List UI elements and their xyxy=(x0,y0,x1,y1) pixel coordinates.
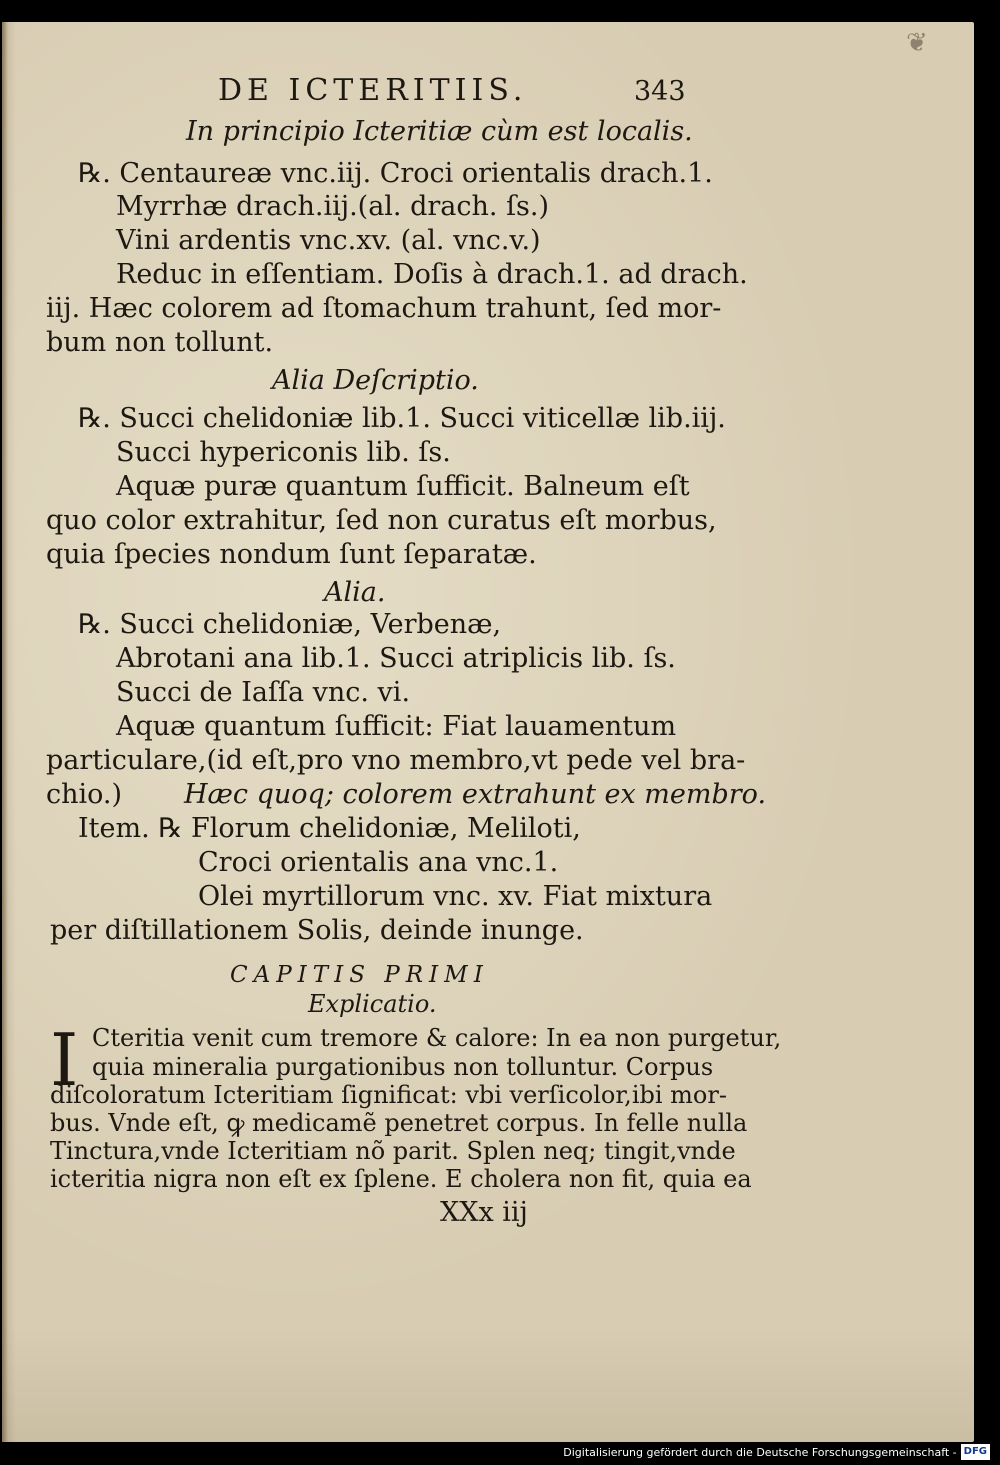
dfg-logo-icon: DFG xyxy=(961,1444,990,1460)
text-line: ℞. Succi chelidoniæ lib.1. Succi viticellæ lib.iij. xyxy=(78,403,726,434)
text-line: quo color extrahitur, ſed non curatus eſt morbus, xyxy=(46,505,717,536)
signature-mark: XXx iij xyxy=(440,1197,528,1228)
digitization-credit xyxy=(563,1443,990,1461)
page-spine-shadow xyxy=(2,22,8,1442)
section-heading: Alia. xyxy=(324,577,386,608)
text-line: bus. Vnde eſt, ꝙ medicamẽ penetret corpus. In felle nulla xyxy=(50,1109,748,1137)
text-line: Reduc in eſſentiam. Doſis à drach.1. ad drach. xyxy=(116,259,748,290)
text-line: iij. Hæc colorem ad ſtomachum trahunt, ſed mor- xyxy=(46,293,722,324)
chapter-subheading: Explicatio. xyxy=(308,990,437,1018)
text-line: Myrrhæ drach.iij.(al. drach. ſs.) xyxy=(116,191,550,222)
text-line: diſcoloratum Icteritiam ſignificat: vbi verſicolor,ibi mor- xyxy=(50,1081,727,1109)
text-line: Abrotani ana lib.1. Succi atriplicis lib. ſs. xyxy=(116,643,676,674)
text-line: Cteritia venit cum tremore & calore: In ea non purgetur, xyxy=(92,1024,782,1052)
text-line: bum non tollunt. xyxy=(46,327,274,358)
text-line: Olei myrtillorum vnc. xv. Fiat mixtura xyxy=(198,881,713,912)
text-line: quia ſpecies nondum ſunt ſeparatæ. xyxy=(46,539,537,570)
text-line: per diſtillationem Solis, deinde inunge. xyxy=(50,915,584,946)
section-heading: In principio Icteritiæ cùm est localis. xyxy=(186,116,693,147)
text-line: Succi hypericonis lib. ſs. xyxy=(116,437,451,468)
running-title: DE ICTERITIIS. xyxy=(218,73,528,108)
section-heading: Alia Deſcriptio. xyxy=(272,365,479,396)
text-line: Item. ℞ Florum chelidoniæ, Meliloti, xyxy=(78,813,581,844)
text-line: icteritia nigra non eſt ex ſplene. E cholera non fit, quia ea xyxy=(50,1165,752,1193)
text-line: chio.) xyxy=(46,779,123,810)
page-number: 343 xyxy=(634,76,686,107)
text-line: Aquæ puræ quantum ſufficit. Balneum eſt xyxy=(116,471,690,502)
text-line: quia mineralia purgationibus non tolluntur. Corpus xyxy=(92,1053,714,1081)
corner-stain-icon: ❦ xyxy=(906,28,928,58)
text-line: Aquæ quantum ſufficit: Fiat lauamentum xyxy=(116,711,677,742)
text-line: ℞. Centaureæ vnc.iij. Croci orientalis drach.1. xyxy=(78,158,713,189)
chapter-heading: CAPITIS PRIMI xyxy=(230,962,489,988)
text-line: Vini ardentis vnc.xv. (al. vnc.v.) xyxy=(116,225,541,256)
text-line: Croci orientalis ana vnc.1. xyxy=(198,847,559,878)
text-line: Succi de Iaſſa vnc. vi. xyxy=(116,677,411,708)
credit-text: Digitalisierung gefördert durch die Deutsche Forschungsgemeinschaft - xyxy=(563,1445,957,1459)
drop-initial: I xyxy=(50,1018,79,1102)
text-line: Tinctura,vnde Icteritiam nõ parit. Splen neq; tingit,vnde xyxy=(50,1137,736,1165)
text-line: particulare,(id eſt,pro vno membro,vt pede vel bra- xyxy=(46,745,746,776)
text-line: ℞. Succi chelidoniæ, Verbenæ, xyxy=(78,609,502,640)
italic-note: Hæc quoq; colorem extrahunt ex membro. xyxy=(184,779,767,810)
